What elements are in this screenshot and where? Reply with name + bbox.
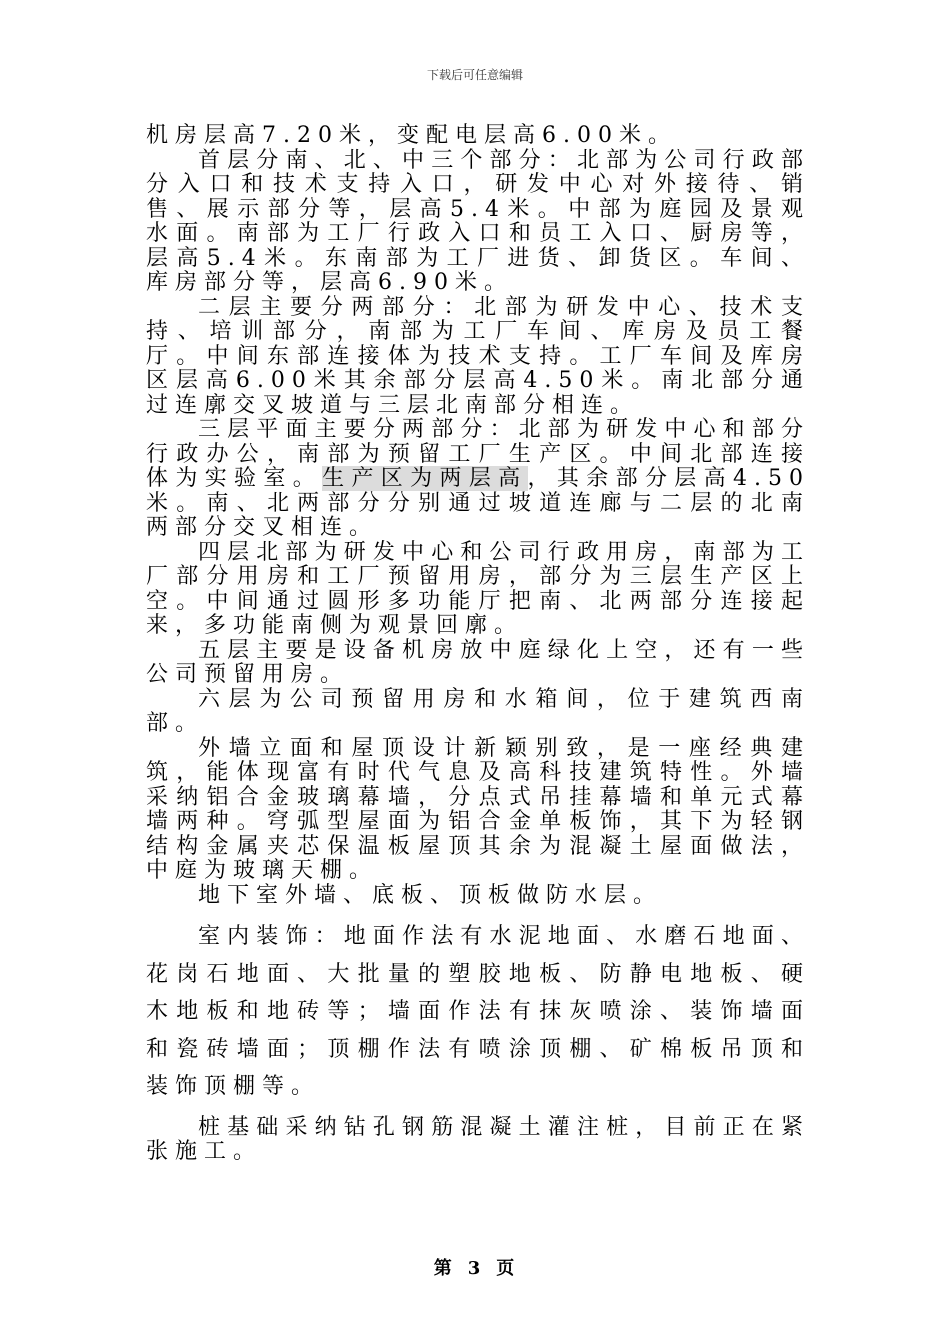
page-number [0,1254,950,1280]
page-header: 下载后可任意编辑 [426,68,523,82]
paragraph-interior: 室内装饰：地面作法有水泥地面、水磨石地面、花岗石地面、大批量的塑胶地板、防静电地板、硬木地板和地砖等；墙面作法有抹灰喷涂、装饰墙面和瓷砖墙面；顶棚作法有喷涂顶棚、矿棉板吊顶和装饰顶棚等。 [146,924,810,1099]
paragraph-fifth-floor: 五层主要是设备机房放中庭绿化上空，还有一些公司预留用房。 [146,637,810,687]
page-number-prefix: 第 [433,1258,454,1279]
paragraph-third-floor [146,418,810,541]
page-number-value: 3 [467,1258,483,1279]
paragraph-sixth-floor: 六层为公司预留用房和水箱间，位于建筑西南部。 [146,686,810,736]
page-number-suffix: 页 [496,1258,517,1279]
paragraph-fourth-floor: 四层北部为研发中心和公司行政用房，南部为工厂部分用房和工厂预留用房，部分为三层生产区上空。中间通过圆形多功能厅把南、北两部分连接起来，多功能南侧为观景回廓。 [146,539,810,638]
highlighted-text: 生产区为两层高 [322,466,528,491]
paragraph-first-floor: 首层分南、北、中三个部分：北部为公司行政部分入口和技术支持入口，研发中心对外接待、销售、展示部分等，层高5.4米。中部为庭园及景观水面。南部为工厂行政入口和员工入口、厨房等，层高5.4米。东南部为工厂进货、卸货区。车间、库房部分等，层高6.90米。 [146,147,810,295]
document-body [146,124,810,1165]
paragraph-machine-room: 机房层高7.20米，变配电层高6.00米。 [146,123,677,148]
paragraph-second-floor: 二层主要分两部分：北部为研发中心、技术支持、培训部分，南部为工厂车间、库房及员工餐厅。中间东部连接体为技术支持。工厂车间及库房区层高6.00米其余部分层高4.50米。南北部分通过连廓交叉坡道与三层北南部分相连。 [146,294,810,418]
paragraph-facade-roof: 外墙立面和屋顶设计新颖别致，是一座经典建筑，能体现富有时代气息及高科技建筑特性。外墙采纳铝合金玻璃幕墙，分点式吊挂幕墙和单元式幕墙两种。穹弧型屋面为铝合金单板饰，其下为轻钢结构金属夹芯保温板屋顶其余为混凝土屋面做法，中庭为玻璃天棚。 [146,735,810,883]
paragraph-basement: 地下室外墙、底板、顶板做防水层。 [198,882,663,908]
paragraph-foundation: 桩基础采纳钻孔钢筋混凝土灌注桩，目前正在紧张施工。 [146,1114,810,1164]
third-floor-text-b: ，其余部分层高4.50米。南、北两部分分别通过坡道连廊与二层的北南两部分交叉相连。 [146,466,810,540]
third-floor-text-a: 三层平面主要分两部分：北部为研发中心和部分行政办公，南部为预留工厂生产区。中间北部连接体为实验室。 [146,417,810,491]
